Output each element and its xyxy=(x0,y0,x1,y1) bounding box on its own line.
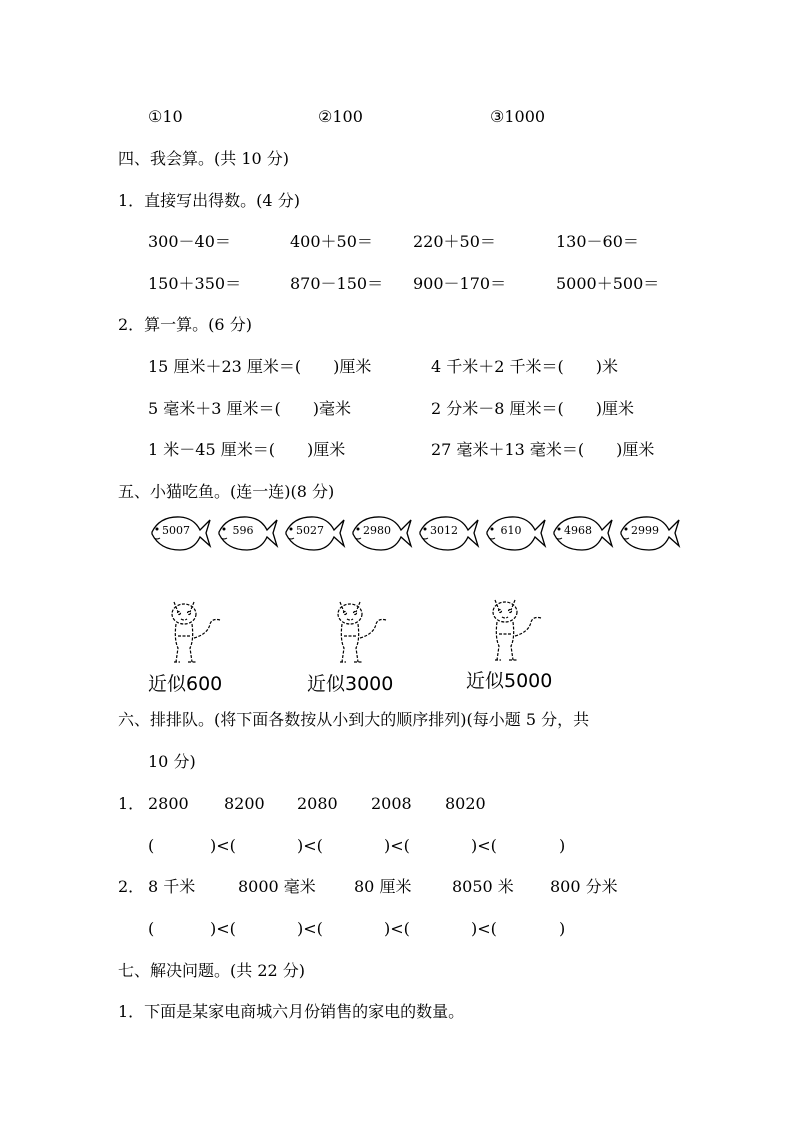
fish-number: 610 xyxy=(500,524,522,537)
blank-paren[interactable]: )<( xyxy=(471,836,497,855)
fish-item[interactable] xyxy=(213,512,279,554)
fish-item[interactable] xyxy=(146,512,212,554)
fish-number: 4968 xyxy=(564,524,592,537)
fish-number: 5027 xyxy=(296,524,324,537)
option-b: ②100 xyxy=(318,107,363,126)
section6-heading-cont: 10 分) xyxy=(148,752,196,771)
calc-item: 900－170＝ xyxy=(413,274,507,293)
calc-item: 220＋50＝ xyxy=(413,232,496,251)
cat-icon[interactable] xyxy=(485,594,545,666)
blank-paren[interactable]: )<( xyxy=(297,836,323,855)
section4-q2-prompt: 2．算一算。(6 分) xyxy=(118,315,252,334)
fish-item[interactable] xyxy=(347,512,413,554)
order-unit: 8 千米 xyxy=(148,877,196,896)
blank-paren[interactable]: ( xyxy=(148,836,155,855)
blank-paren[interactable]: ) xyxy=(559,836,566,855)
order-unit: 80 厘米 xyxy=(354,877,412,896)
cat-label: 近似5000 xyxy=(466,670,553,692)
order-number: 2008 xyxy=(371,794,412,813)
section4-heading: 四、我会算。(共 10 分) xyxy=(118,149,290,168)
fish-item[interactable] xyxy=(481,512,547,554)
order-unit: 8000 毫米 xyxy=(238,877,316,896)
q1-prefix: 1． xyxy=(118,794,145,813)
section6-heading: 六、排排队。(将下面各数按从小到大的顺序排列)(每小题 5 分，共 xyxy=(118,710,590,729)
section7-q1: 1．下面是某家电商城六月份销售的家电的数量。 xyxy=(118,1002,465,1021)
cat-label: 近似3000 xyxy=(307,673,394,695)
calc-item: 400＋50＝ xyxy=(290,232,373,251)
fish-number: 2999 xyxy=(631,524,659,537)
unit-item: 2 分米－8 厘米＝( )厘米 xyxy=(431,399,635,418)
fish-item[interactable] xyxy=(615,512,681,554)
unit-item: 5 毫米＋3 厘米＝( )毫米 xyxy=(148,399,352,418)
cat-icon[interactable] xyxy=(164,596,224,668)
fish-item[interactable] xyxy=(548,512,614,554)
fish-item[interactable] xyxy=(280,512,346,554)
blank-paren[interactable]: ( xyxy=(148,919,155,938)
blank-paren[interactable]: )<( xyxy=(297,919,323,938)
order-number: 8020 xyxy=(445,794,486,813)
unit-item: 1 米－45 厘米＝( )厘米 xyxy=(148,440,346,459)
calc-item: 5000＋500＝ xyxy=(556,274,660,293)
calc-item: 150＋350＝ xyxy=(148,274,242,293)
order-number: 2080 xyxy=(297,794,338,813)
calc-item: 130－60＝ xyxy=(556,232,639,251)
fish-number: 596 xyxy=(232,524,254,537)
calc-item: 870－150＝ xyxy=(290,274,384,293)
fish-number: 5007 xyxy=(162,524,190,537)
fish-number: 2980 xyxy=(363,524,391,537)
unit-item: 4 千米＋2 千米＝( )米 xyxy=(431,357,619,376)
order-number: 8200 xyxy=(224,794,265,813)
cat-label: 近似600 xyxy=(148,673,223,695)
blank-paren[interactable]: )<( xyxy=(384,919,410,938)
cat-icon[interactable] xyxy=(330,596,390,668)
unit-item: 27 毫米＋13 毫米＝( )厘米 xyxy=(431,440,655,459)
option-a: ①10 xyxy=(148,107,183,126)
unit-item: 15 厘米＋23 厘米＝( )厘米 xyxy=(148,357,372,376)
order-unit: 800 分米 xyxy=(550,877,618,896)
blank-paren[interactable]: )<( xyxy=(210,919,236,938)
blank-paren[interactable]: )<( xyxy=(210,836,236,855)
q2-prefix: 2． xyxy=(118,877,145,896)
blank-paren[interactable]: ) xyxy=(559,919,566,938)
order-unit: 8050 米 xyxy=(452,877,514,896)
blank-paren[interactable]: )<( xyxy=(384,836,410,855)
fish-number: 3012 xyxy=(430,524,458,537)
section4-q1-prompt: 1．直接写出得数。(4 分) xyxy=(118,191,300,210)
section7-heading: 七、解决问题。(共 22 分) xyxy=(118,961,306,980)
section5-heading: 五、小猫吃鱼。(连一连)(8 分) xyxy=(118,482,335,501)
calc-item: 300－40＝ xyxy=(148,232,231,251)
order-number: 2800 xyxy=(148,794,189,813)
fish-item[interactable] xyxy=(414,512,480,554)
option-c: ③1000 xyxy=(490,107,546,126)
blank-paren[interactable]: )<( xyxy=(471,919,497,938)
